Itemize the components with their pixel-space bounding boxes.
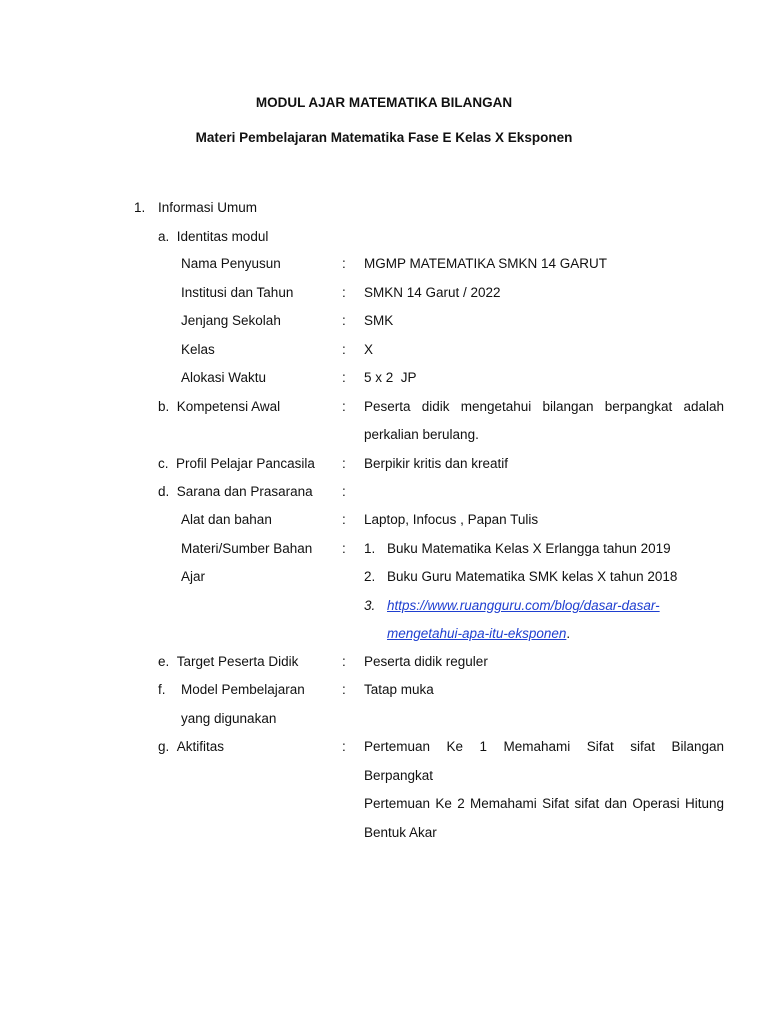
source-1-text: Buku Matematika Kelas X Erlangga tahun 2019 [387, 541, 671, 556]
colon: : [342, 370, 346, 385]
item-c-label [158, 455, 315, 473]
row-label-jenjang: Jenjang Sekolah [181, 313, 281, 328]
item-g-label [158, 738, 224, 756]
item-e-label [158, 653, 298, 671]
source-2-number: 2. [364, 569, 376, 584]
colon: : [342, 682, 346, 697]
colon: : [342, 654, 346, 669]
item-f-label-line1: Model Pembelajaran [181, 682, 305, 697]
item-a-label [158, 228, 268, 246]
section-number: 1. [134, 200, 146, 215]
colon: : [342, 256, 346, 271]
item-g-value-line3: Pertemuan Ke 2 Memahami Sifat sifat dan Operasi Hitung [364, 796, 724, 811]
source-3-number: 3. [364, 598, 376, 613]
item-b-value-line2: perkalian berulang. [364, 427, 479, 442]
colon: : [342, 512, 346, 527]
item-g-value-line4: Bentuk Akar [364, 825, 437, 840]
item-b-label [158, 398, 280, 416]
source-3-suffix: . [566, 626, 571, 641]
row-label-institusi: Institusi dan Tahun [181, 285, 294, 300]
item-a-text: Identitas modul [176, 229, 269, 244]
colon: : [342, 484, 346, 499]
item-d-label [158, 483, 313, 501]
tools-label: Alat dan bahan [181, 512, 272, 527]
item-a-marker: a. [158, 229, 170, 244]
item-b-value-line1: Peserta didik mengetahui bilangan berpangkat adalah [364, 399, 724, 414]
row-value-nama-penyusun: MGMP MATEMATIKA SMKN 14 GARUT [364, 256, 608, 271]
item-c-text: Profil Pelajar Pancasila [176, 456, 315, 471]
row-value-institusi: SMKN 14 Garut / 2022 [364, 285, 501, 300]
row-value-jenjang: SMK [364, 313, 394, 328]
colon: : [342, 456, 346, 471]
item-f-marker: f. [158, 682, 166, 697]
tools-value: Laptop, Infocus , Papan Tulis [364, 512, 539, 527]
source-1-number: 1. [364, 541, 376, 556]
row-value-alokasi: 5 x 2 JP [364, 370, 417, 385]
item-f-value: Tatap muka [364, 682, 434, 697]
colon: : [342, 285, 346, 300]
item-g-marker: g. [158, 739, 170, 754]
item-e-marker: e. [158, 654, 170, 669]
item-c-value: Berpikir kritis dan kreatif [364, 456, 509, 471]
source-3-link-line2[interactable]: mengetahui-apa-itu-eksponen [387, 626, 567, 641]
item-b-text: Kompetensi Awal [176, 399, 281, 414]
colon: : [342, 541, 346, 556]
item-e-text: Target Peserta Didik [176, 654, 299, 669]
item-g-value-line2: Berpangkat [364, 768, 434, 783]
source-2-text: Buku Guru Matematika SMK kelas X tahun 2018 [387, 569, 678, 584]
section-heading: Informasi Umum [158, 200, 258, 215]
row-value-kelas: X [364, 342, 374, 357]
source-3-link-line2-wrap [387, 625, 570, 643]
document-subtitle: Materi Pembelajaran Matematika Fase E Kelas X Eksponen [195, 130, 573, 145]
item-d-text: Sarana dan Prasarana [176, 484, 313, 499]
item-c-marker: c. [158, 456, 169, 471]
source-label-line2: Ajar [181, 569, 206, 584]
row-label-kelas: Kelas [181, 342, 215, 357]
source-label-line1: Materi/Sumber Bahan [181, 541, 313, 556]
colon: : [342, 313, 346, 328]
item-b-marker: b. [158, 399, 170, 414]
item-e-value: Peserta didik reguler [364, 654, 488, 669]
document-title: MODUL AJAR MATEMATIKA BILANGAN [255, 95, 513, 110]
source-3-link-line1[interactable]: https://www.ruangguru.com/blog/dasar-dasar- [387, 598, 660, 613]
colon: : [342, 399, 346, 414]
item-g-value-line1: Pertemuan Ke 1 Memahami Sifat sifat Bilangan [364, 739, 724, 754]
item-d-marker: d. [158, 484, 170, 499]
row-label-nama-penyusun: Nama Penyusun [181, 256, 281, 271]
colon: : [342, 739, 346, 754]
colon: : [342, 342, 346, 357]
item-f-label-line2: yang digunakan [181, 711, 277, 726]
item-g-text: Aktifitas [176, 739, 225, 754]
row-label-alokasi: Alokasi Waktu [181, 370, 267, 385]
